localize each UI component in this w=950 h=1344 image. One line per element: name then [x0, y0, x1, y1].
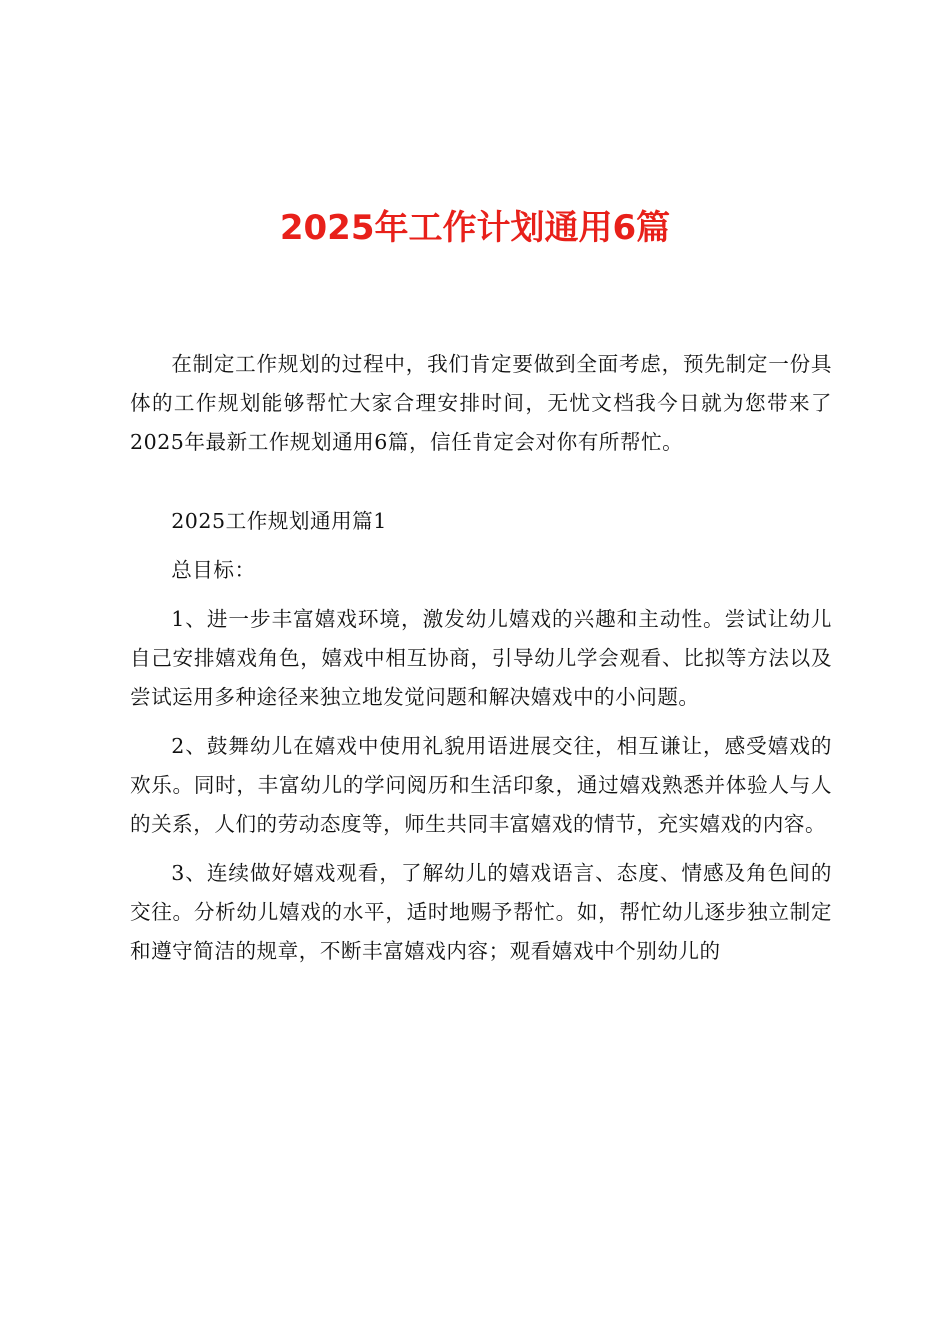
- goal-item-2: 2、鼓舞幼儿在嬉戏中使用礼貌用语进展交往，相互谦让，感受嬉戏的欢乐。同时，丰富幼儿的学问阅历和生活印象，通过嬉戏熟悉并体验人与人的关系，人们的劳动态度等，师生共同丰富嬉戏的情节，充实嬉戏的内容。: [130, 734, 832, 836]
- document-body: [130, 345, 832, 971]
- goal-label: 总目标：: [171, 558, 256, 582]
- document-title: 2025年工作计划通用6篇: [279, 208, 671, 248]
- section-heading: 2025工作规划通用篇1: [171, 509, 387, 533]
- goal-item-3: 3、连续做好嬉戏观看，了解幼儿的嬉戏语言、态度、情感及角色间的交往。分析幼儿嬉戏的水平，适时地赐予帮忙。如，帮忙幼儿逐步独立制定和遵守简洁的规章，不断丰富嬉戏内容；观看嬉戏中个别幼儿的: [130, 861, 832, 963]
- intro-paragraph: 在制定工作规划的过程中，我们肯定要做到全面考虑，预先制定一份具体的工作规划能够帮忙大家合理安排时间，无忧文档我今日就为您带来了2025年最新工作规划通用6篇，信任肯定会对你有所帮忙。: [130, 352, 832, 454]
- goal-item-1: 1、进一步丰富嬉戏环境，激发幼儿嬉戏的兴趣和主动性。尝试让幼儿自己安排嬉戏角色，嬉戏中相互协商，引导幼儿学会观看、比拟等方法以及尝试运用多种途径来独立地发觉问题和解决嬉戏中的小问题。: [130, 607, 832, 709]
